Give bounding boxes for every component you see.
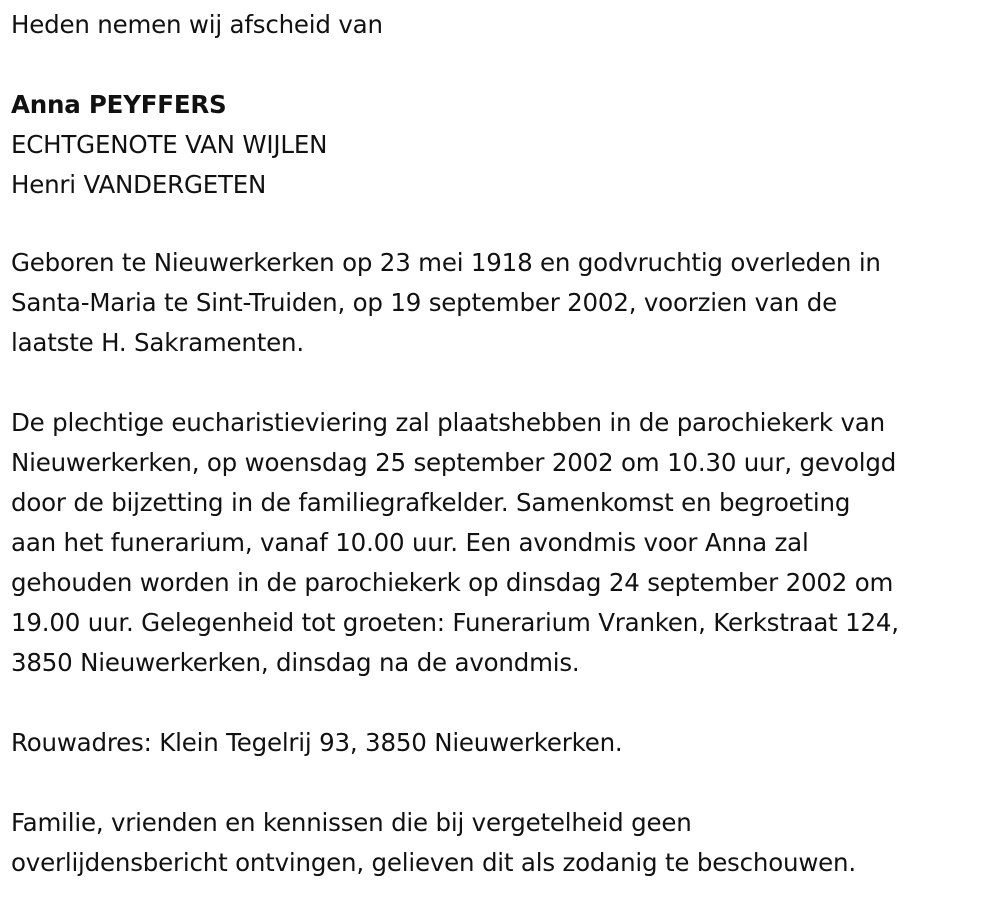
- deceased-name: Anna PEYFFERS: [11, 90, 227, 119]
- closing-line: Familie, vrienden en kennissen die bij vergetelheid geen: [11, 808, 692, 837]
- mourning-address: Rouwadres: Klein Tegelrij 93, 3850 Nieuwerkerken.: [11, 728, 623, 757]
- ceremony-line: aan het funerarium, vanaf 10.00 uur. Een avondmis voor Anna zal: [11, 528, 809, 557]
- obituary-notice: [11, 0, 996, 883]
- ceremony-line: De plechtige eucharistieviering zal plaatshebben in de parochiekerk van: [11, 408, 885, 437]
- closing-line: overlijdensbericht ontvingen, gelieven dit als zodanig te beschouwen.: [11, 848, 856, 877]
- address-paragraph: [11, 723, 996, 763]
- intro-text: Heden nemen wij afscheid van: [11, 10, 383, 39]
- birth-line: Geboren te Nieuwerkerken op 23 mei 1918 en godvruchtig overleden in: [11, 248, 881, 277]
- birth-line: Santa-Maria te Sint-Truiden, op 19 september 2002, voorzien van de: [11, 288, 837, 317]
- closing-paragraph: [11, 803, 996, 883]
- birth-paragraph: [11, 243, 996, 363]
- ceremony-line: 3850 Nieuwerkerken, dinsdag na de avondmis.: [11, 648, 580, 677]
- birth-line: laatste H. Sakramenten.: [11, 328, 304, 357]
- spouse-name: Henri VANDERGETEN: [11, 170, 267, 199]
- ceremony-line: 19.00 uur. Gelegenheid tot groeten: Funerarium Vranken, Kerkstraat 124,: [11, 608, 899, 637]
- ceremony-line: gehouden worden in de parochiekerk op dinsdag 24 september 2002 om: [11, 568, 894, 597]
- ceremony-paragraph: [11, 403, 996, 683]
- relation-text: ECHTGENOTE VAN WIJLEN: [11, 130, 328, 159]
- ceremony-line: door de bijzetting in de familiegrafkelder. Samenkomst en begroeting: [11, 488, 851, 517]
- ceremony-line: Nieuwerkerken, op woensdag 25 september 2002 om 10.30 uur, gevolgd: [11, 448, 897, 477]
